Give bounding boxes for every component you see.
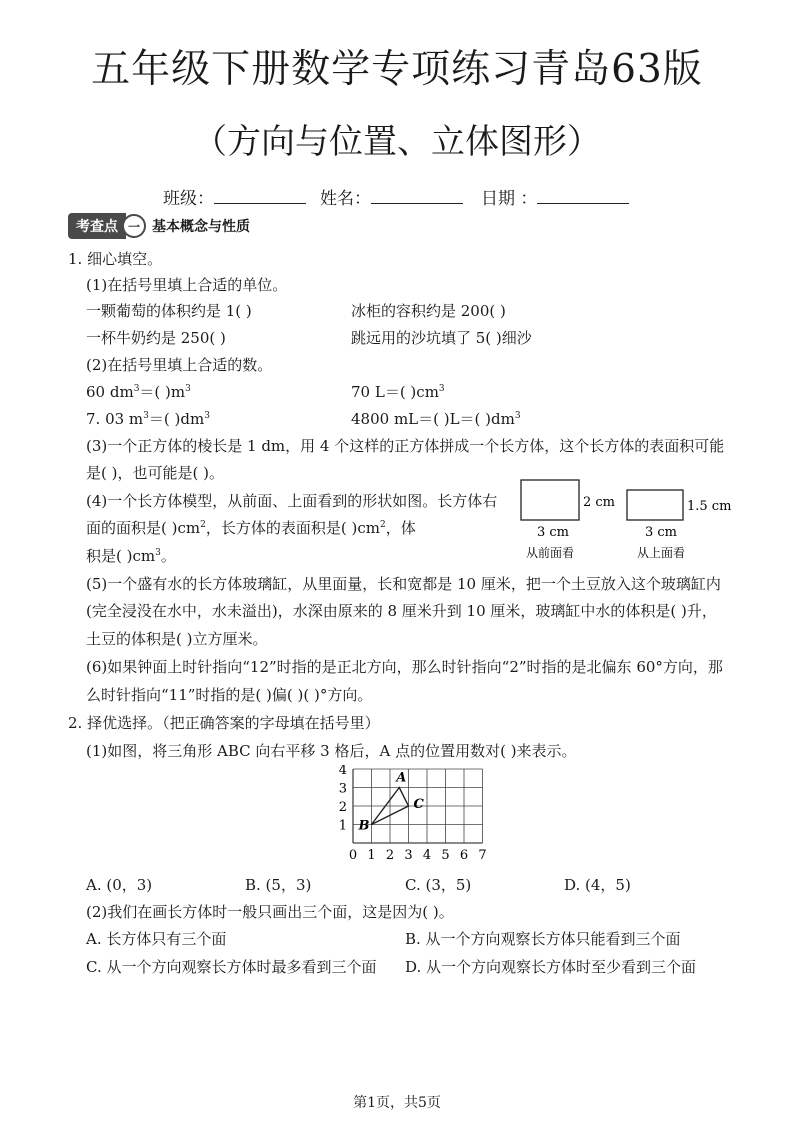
sup: 3 [438,384,445,394]
section-badge [68,214,250,238]
q1-6-line2: 么时针指向“11”时指的是( )偏( )( )°方向。 [86,686,373,704]
x-tick-label: 5 [441,848,450,863]
front-width-label: 3 cm [537,525,570,540]
section-heading: 基本概念与性质 [152,219,250,235]
y-tick-label: 2 [338,800,347,815]
q1-5-line2: (完全浸没在水中，水未溢出)，水深由原来的 8 厘米升到 10 厘米，玻璃缸中水的体积是( )升， [86,602,717,620]
badge-label: 考查点 [68,213,126,239]
x-tick-label: 7 [478,848,487,863]
sup: 3 [204,411,210,421]
q1-6-line1: (6)如果钟面上时针指向“12”时指的是正北方向，那么时针指向“2”时指的是北偏东 60°方向，那 [86,658,723,676]
q1-5-line1: (5)一个盛有水的长方体玻璃缸，从里面量，长和宽都是 10 厘米，把一个土豆放入这个玻璃缸内 [86,575,721,593]
x-tick-label: 0 [348,848,358,863]
q1-1-a: 一颗葡萄的体积约是 1( ) [86,302,252,320]
sup: 3 [133,384,140,394]
class-blank[interactable] [214,187,306,204]
text-part: 面的面积是( )cm [86,519,201,537]
x-tick-label: 1 [367,848,376,863]
q2-2-option-c: C. 从一个方向观察长方体时最多看到三个面 [86,958,377,976]
triangle-points [358,771,425,834]
text-part: ＝( )m [139,383,186,401]
text-part: ，长方体的表面积是( )cm [205,519,380,537]
q1-1-c: 一杯牛奶约是 250( ) [86,329,226,347]
point-label-b: B [358,818,370,834]
page-title: 五年级下册数学专项练习青岛63版 [91,47,703,92]
q1-1-stem: (1)在括号里填上合适的单位。 [86,276,288,294]
q1-2-a [86,381,191,403]
views-figure [515,474,765,569]
q2-2-option-b: B. 从一个方向观察长方体只能看到三个面 [405,930,681,948]
name-blank[interactable] [371,187,463,204]
q1-heading: 1. 细心填空。 [68,250,163,268]
date-blank[interactable] [537,187,629,204]
name-label: 姓名： [320,189,371,209]
date-field [481,184,629,209]
name-field [320,184,463,209]
sup: 3 [185,384,191,394]
text-part: ＝( )dm [148,410,205,428]
point-label-c: C [413,797,424,812]
front-caption: 从前面看 [526,546,575,560]
coordinate-grid [335,765,495,870]
q2-1-option-d: D. (4，5) [564,876,631,894]
q2-2-option-d: D. 从一个方向观察长方体时至少看到三个面 [405,958,697,976]
text-part: 4800 mL＝( )L＝( )dm [351,410,515,428]
q2-2-stem: (2)我们在画长方体时一般只画出三个面，这是因为( )。 [86,903,454,921]
q2-heading: 2. 择优选择。（把正确答案的字母填在括号里） [68,714,380,732]
q2-1-stem: (1)如图，将三角形 ABC 向右平移 3 格后，A 点的位置用数对( )来表示。 [86,742,577,760]
point-label-a: A [396,770,407,786]
q1-4-line3 [86,545,176,567]
y-tick-label: 3 [338,781,347,797]
sup: 3 [155,548,161,558]
text-part: 60 dm [86,383,134,401]
sup: 2 [379,520,386,530]
page-footer: 第1页，共5页 [353,1095,441,1111]
q2-2-option-a: A. 长方体只有三个面 [86,930,227,948]
top-height-label: 1.5 cm [687,499,732,514]
q1-2-d [351,408,521,430]
q1-4-line2 [86,517,416,539]
text-part: 积是( )cm [86,547,156,565]
top-view-rect [627,490,683,520]
q1-5-line3: 土豆的体积是( )立方厘米。 [86,630,268,648]
x-tick-label: 6 [459,848,469,863]
front-height-label: 2 cm [583,495,616,510]
x-tick-label: 2 [385,848,395,863]
class-label: 班级： [163,189,214,209]
top-width-label: 3 cm [645,525,678,540]
q1-3-line1: (3)一个正方体的棱长是 1 dm，用 4 个这样的正方体拼成一个长方体，这个长方体的表面积可能 [86,437,725,455]
text-part: 70 L＝( )cm [351,383,439,401]
y-tick-label: 1 [338,818,347,834]
sup: 2 [200,520,206,530]
q2-1-option-b: B. (5，3) [245,876,312,894]
x-tick-label: 4 [422,848,432,863]
text-part: 。 [160,547,176,565]
class-field [163,184,306,209]
q1-2-b [351,381,445,403]
x-tick-label: 3 [404,848,413,863]
badge-number: 一 [122,214,146,238]
q1-3-line2: 是( )，也可能是( )。 [86,464,224,482]
q2-1-option-c: C. (3，5) [405,876,472,894]
q1-1-d: 跳远用的沙坑填了 5( )细沙 [351,329,532,347]
page-subtitle: （方向与位置、立体图形） [193,122,601,162]
text-part: 7. 03 m [86,410,144,428]
sup: 3 [143,411,149,421]
grid-ticks [339,765,487,863]
q2-1-option-a: A. (0，3) [86,876,153,894]
front-view-rect [521,480,579,520]
top-caption: 从上面看 [637,546,686,560]
q1-1-b: 冰柜的容积约是 200( ) [351,302,506,320]
q1-2-c [86,408,210,430]
sup: 3 [514,411,521,421]
q1-4-line1: (4)一个长方体模型，从前面、上面看到的形状如图。长方体右 [86,492,498,510]
y-tick-label: 4 [338,765,347,778]
date-label: 日期 ： [481,189,538,209]
text-part: ，体 [385,519,416,537]
q1-2-stem: (2)在括号里填上合适的数。 [86,356,273,374]
